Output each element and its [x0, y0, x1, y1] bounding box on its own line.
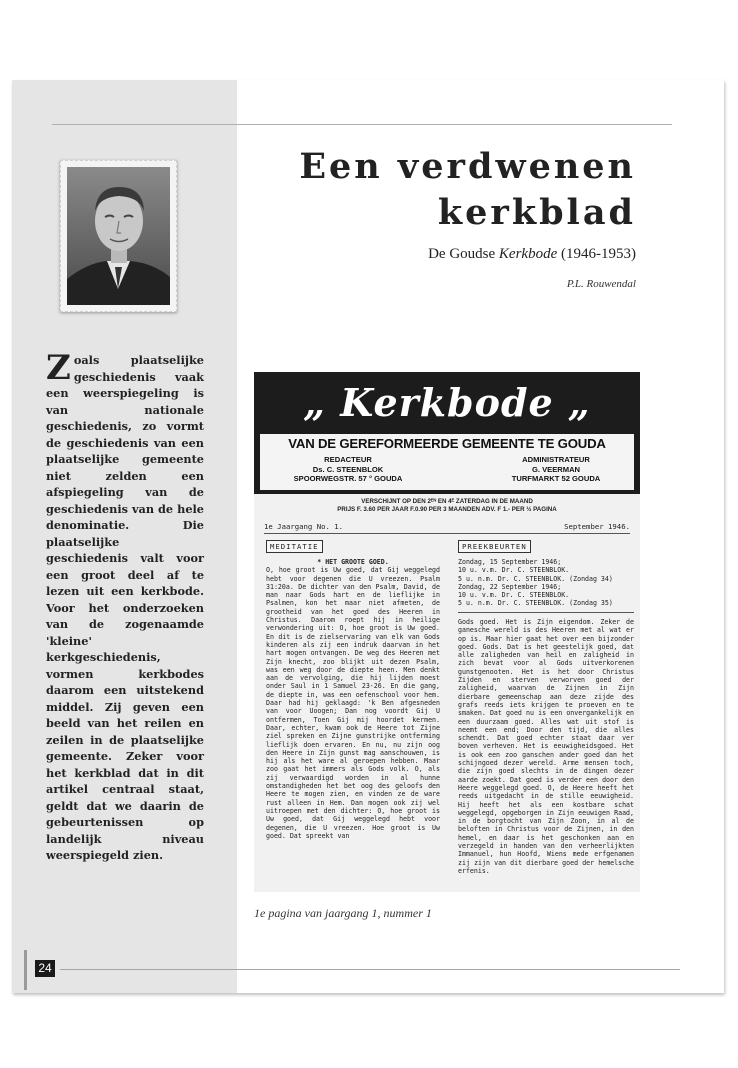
masthead-info-line-1: VERSCHIJNT OP DEN 2ᴱᴺ EN 4ᴱ ZATERDAG IN DE MAAND	[361, 498, 533, 505]
editor-address: SPOORWEGSTR. 57 ° GOUDA	[293, 474, 403, 484]
masthead-administrator	[486, 455, 626, 484]
preekbeurten-text: Gods goed. Het is Zijn eigendom. Zeker de ganesche wereld is des Heeren met al wat er op is. Maar hier gaat het over een bijzonder goed. Gods. Dat is het geestelijk goed, dat alle zaligheden van heil en zaligheid in zich bevat voor al Gods uitverkorenen gunstgenooten. Het is het door Christus Zijden en sterven verworven goed der zaligheid, waarvan de Zijnen in Zijn dierbare gemeenschap aan deze zijde des grafs reeds iets krijgen te proeven en te smaken. Dat goed nu is een onvergankelijk en een duurzaam goed. Alles wat uit stof is neemt een end; Door den tijd, die alles schendt. Dat goed echter staat daar ver boven verheven. Het is eeuwigheidsgoed. Het is ook een zoo ganschen ander goed dan het schijngoed dezer wereld. Arme mensen toch, die zijn goed slechts in de dingen dezer aarde zoekt. Dat goed is verder een door den Heere weggelegd goed. O, de Heere heeft het reeds uitgedacht in de stille eeuwigheid. Hij heeft het als een kostbare schat weggelegd, opgeborgen in Zijn eeuwigen Raad, in de borgtocht van Zijn Zoon, in al de beloften in Christus voor de Zijnen, in den hemel, en daar is het geschonken aan en verzegeld in handen van den verheerlijkten Immanuel, hun Hoofd, Wiens mede erfgenamen zij zijn van dit dierbare goed der hemelsche erfenis.	[458, 618, 634, 875]
schedule-line: 5 u. n.m. Dr. C. STEENBLOK. (Zondag 35)	[458, 599, 613, 608]
scan-caption: 1e pagina van jaargang 1, nummer 1	[254, 906, 432, 920]
issue-volume: 1e Jaargang No. 1.	[264, 522, 344, 531]
meditatie-heading: * HET GROOTE GOED.	[317, 558, 389, 566]
schedule-rule	[458, 612, 634, 613]
title-line-2: kerkblad	[437, 192, 636, 233]
intro-text: oals plaatselijke geschiedenis vaak een weerspiegeling is van nationale geschiedenis, zo vormt de geschiedenis van een plaatselijke gemeente niet zelden een afspiegeling van de geschiedenis van de hele denominatie. Die plaatselijke geschiedenis valt voor een groot deel af te lezen uit een kerkbode. Voor het onderzoeken van de zogenaamde 'kleine' kerkgeschiedenis, vormen kerkbodes daarom een uitstekend middel. Zij geven een beeld van het reilen en zeilen in de plaatselijke gemeente. Zeker voor het kerkblad dat in dit artikel centraal staat, geldt dat we daarin de gebeurtenissen op landelijk niveau weerspiegeld zien.	[46, 353, 204, 862]
masthead-editor	[268, 455, 428, 484]
subtitle-italic: Kerkbode	[498, 246, 558, 262]
masthead	[254, 372, 640, 494]
drop-cap: Z	[46, 348, 71, 388]
bottom-rule	[60, 969, 680, 970]
magazine-page	[12, 80, 724, 993]
admin-name: G. VEERMAN	[531, 464, 581, 474]
subtitle-prefix: De Goudse	[428, 246, 499, 262]
meditatie-text: O, hoe groot is Uw goed, dat Gij weggelegd hebt voor degenen die U vreezen. Psalm 31:20a. De dichter van den Psalm, David, de man naar Gods hart en de lieflijke in Psalmen, kon het maar niet afmeten, de grootheid van het goed des Heeren in Christus. Daarom roept hij in heilige verwondering uit: O, hoe groot is Uw goed. En dit is de zielservaring van elk van Gods kinderen als zij een indruk daarvan in het hart mogen ontvangen. De weg des Heeren met Zijn knecht, zoo blijkt uit dezen Psalm, was een weg door de diepte heen. Men denkt aan de vervolging, die hij lijden moest onder Saul in 1 Samuel 23-26. En die gang, de diepte in, was een oefenschool voor hem. Daar had hij geklaagd: 'k Ben afgesneden van voor Uoogen; Dan nog voordt Gij U ontfermen, Toen Gij mij hoordet kermen. Daar, echter, kwam ook de Heere tot Zijne ziel spreken en Zijne gunstrijke ontferming lieflijk doen ervaren. En nu, nu zijn oog den Heere in Zijn gunst mag aanschouwen, is hij als het ware al geroepen hebben. Maar zoo gaat het immers als Gods volk. O, als zij verwaardigd worden in al hunne omstandigheden het bet oog des geloofs den Heere te mogen zien, en vinden ze de ware rust alleen in Hem. Dan mogen ook zij wel uitroepen met den dichter: O, hoe groot is Uw goed, dat Gij weggelegd hebt voor degenen, die U vreezen. Hoe groot is Uw goed. Dat spreekt van	[266, 566, 440, 840]
schedule-line: Zondag, 15 September 1946;	[458, 558, 562, 566]
kerkbode-scan	[254, 372, 640, 892]
article-author: P.L. Rouwendal	[566, 278, 636, 290]
preekbeurten-schedule	[458, 558, 634, 608]
masthead-band	[260, 434, 634, 490]
portrait-photo-frame	[60, 160, 177, 312]
schedule-line: 5 u. n.m. Dr. C. STEENBLOK. (Zondag 34)	[458, 574, 613, 583]
page-corner-mark	[24, 950, 27, 990]
issue-line	[264, 522, 630, 531]
meditatie-column	[266, 558, 440, 888]
masthead-org: VAN DE GEREFORMEERDE GEMEENTE TE GOUDA	[288, 436, 606, 451]
schedule-line: 10 u. v.m. Dr. C. STEENBLOK.	[458, 591, 570, 600]
title-line-1: Een verdwenen	[299, 146, 636, 187]
intro-paragraph	[46, 348, 204, 864]
schedule-line: Zondag, 22 September 1946;	[458, 582, 562, 591]
portrait-photo	[67, 167, 170, 305]
article-subtitle	[428, 246, 636, 263]
masthead-title: „ Kerkbode „	[303, 380, 591, 425]
meditatie-label: MEDITATIE	[266, 540, 323, 553]
masthead-info-line-2: PRIJS F. 3.60 PER JAAR F.0.90 PER 3 MAANDEN ADV. F 1.- PER ½ PAGINA	[337, 506, 557, 513]
preekbeurten-label: PREEKBEURTEN	[458, 540, 531, 553]
admin-address: TURFMARKT 52 GOUDA	[511, 474, 601, 484]
preekbeurten-column	[458, 618, 634, 888]
editor-name: Ds. C. STEENBLOK	[312, 464, 384, 474]
editor-role: REDACTEUR	[324, 455, 372, 464]
masthead-info	[254, 498, 640, 514]
admin-role: ADMINISTRATEUR	[522, 455, 590, 464]
schedule-line: 10 u. v.m. Dr. C. STEENBLOK.	[458, 566, 570, 575]
top-rule	[52, 124, 672, 125]
issue-rule	[264, 533, 630, 534]
subtitle-suffix: (1946-1953)	[557, 246, 636, 262]
issue-date: September 1946.	[564, 522, 630, 531]
page-number: 24	[35, 960, 55, 977]
article-title	[236, 144, 636, 236]
